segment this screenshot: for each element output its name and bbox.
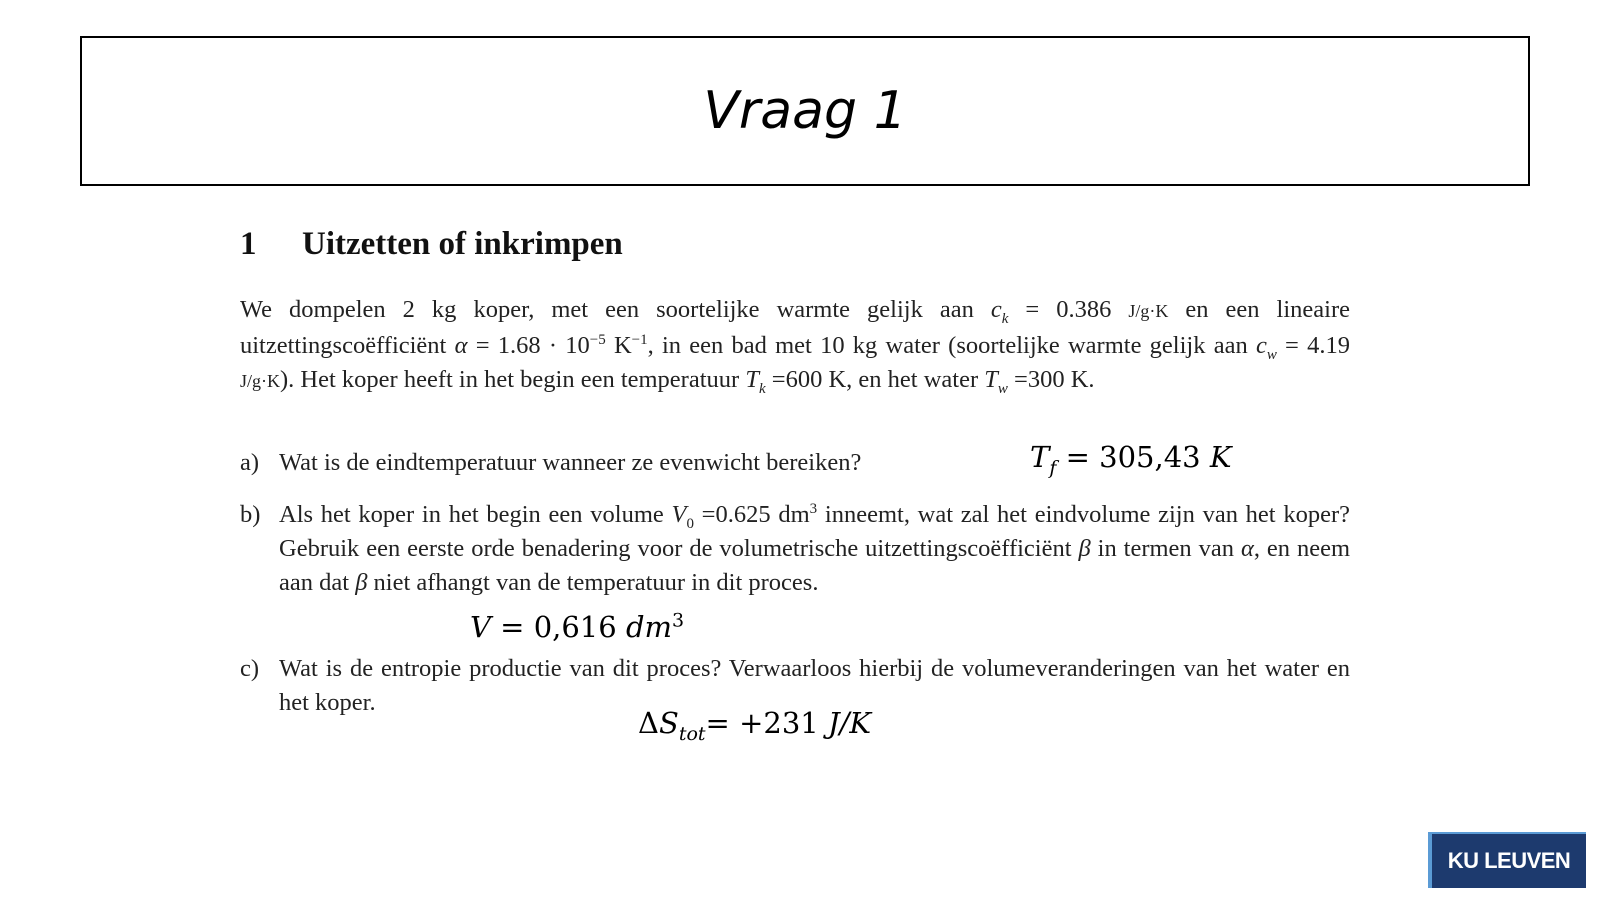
intro-text: , in een bad met 10 kg water (soortelijke warmte gelijk aan xyxy=(647,331,1256,359)
ck-symbol: c xyxy=(990,296,1002,323)
question-text-part: Als het koper in het begin een volume xyxy=(279,501,672,528)
section-number: 1 xyxy=(240,226,257,262)
question-text-part: in termen van xyxy=(1090,535,1241,562)
v0-value: =0.625 dm xyxy=(693,501,810,528)
ck-unit: J/g·K xyxy=(1128,301,1169,321)
question-b xyxy=(240,498,1350,600)
alpha-value: = 1.68 · 10 xyxy=(467,331,590,359)
tk-subscript: k xyxy=(758,380,766,397)
question-text: Wat is de entropie productie van dit proces? Verwaarloos hierbij de volumeveranderingen van het water en het koper. xyxy=(279,655,1350,716)
intro-text: We dompelen 2 kg koper, met een soortelijke warmte gelijk aan xyxy=(240,296,991,323)
tk-value: =600 K, en het water xyxy=(765,366,985,393)
alpha-symbol: α xyxy=(454,331,468,359)
cw-unit: J/g·K xyxy=(240,371,280,391)
answer-unit: K xyxy=(1209,440,1232,474)
v0-symbol: V xyxy=(671,501,687,528)
answer-c xyxy=(638,706,871,745)
logo-text: KU LEUVEN xyxy=(1447,848,1571,873)
answer-subscript: tot xyxy=(678,722,706,745)
beta-symbol: β xyxy=(1078,535,1091,562)
question-text-part: , en neem aan dat xyxy=(279,535,1351,596)
ku-leuven-logo xyxy=(1428,832,1586,888)
cw-symbol: c xyxy=(1255,331,1267,359)
v0-subscript: 0 xyxy=(686,515,694,532)
cw-subscript: w xyxy=(1266,346,1277,363)
tw-subscript: w xyxy=(997,380,1008,397)
answer-symbol: S xyxy=(658,706,679,740)
alpha-exponent: −5 xyxy=(589,331,606,348)
answer-a xyxy=(1030,440,1232,479)
section-title: Uitzetten of inkrimpen xyxy=(302,226,623,262)
question-text xyxy=(279,498,1350,600)
slide-title: Vraag 1 xyxy=(703,81,907,141)
answer-unit: dm xyxy=(625,610,673,644)
answer-symbol: V xyxy=(470,610,491,644)
cw-value: = 4.19 xyxy=(1276,331,1350,359)
answer-value: = 0,616 xyxy=(490,610,626,644)
problem-intro xyxy=(240,293,1350,399)
tk-symbol: T xyxy=(745,366,759,393)
intro-text: en een lineaire uitzettingscoëfficiënt xyxy=(240,296,1350,359)
question-text: Wat is de eindtemperatuur wanneer ze evenwicht bereiken? xyxy=(279,449,862,476)
section-heading xyxy=(240,226,623,263)
answer-subscript: f xyxy=(1049,456,1057,479)
alpha-unit: K xyxy=(605,331,632,359)
question-marker: b) xyxy=(240,501,261,528)
answer-unit: J/K xyxy=(827,706,871,740)
answer-b xyxy=(470,610,684,644)
beta-symbol: β xyxy=(355,569,368,596)
answer-symbol: T xyxy=(1030,440,1050,474)
answer-value: = 305,43 xyxy=(1056,440,1210,474)
ck-subscript: k xyxy=(1001,310,1009,327)
slide-title-box xyxy=(80,36,1530,186)
question-text-part: niet afhangt van de temperatuur in dit proces. xyxy=(367,569,819,596)
alpha-unit-exponent: −1 xyxy=(631,331,648,348)
answer-exponent: 3 xyxy=(672,609,685,632)
question-text-part: inneemt, wat zal het eindvolume zijn van het koper? Gebruik een eerste orde benadering voor de volumetrische uitzettingscoëfficiënt xyxy=(279,501,1351,562)
answer-value: = +231 xyxy=(705,706,828,740)
v0-exponent: 3 xyxy=(809,500,818,517)
ck-value: = 0.386 xyxy=(1008,296,1129,323)
intro-text: ). Het koper heeft in het begin een temperatuur xyxy=(280,366,746,393)
question-marker: a) xyxy=(240,449,260,476)
tw-symbol: T xyxy=(984,366,998,393)
alpha-symbol: α xyxy=(1240,535,1254,562)
tw-value: =300 K. xyxy=(1007,366,1095,393)
question-marker: c) xyxy=(240,655,260,682)
answer-delta: Δ xyxy=(638,706,659,740)
